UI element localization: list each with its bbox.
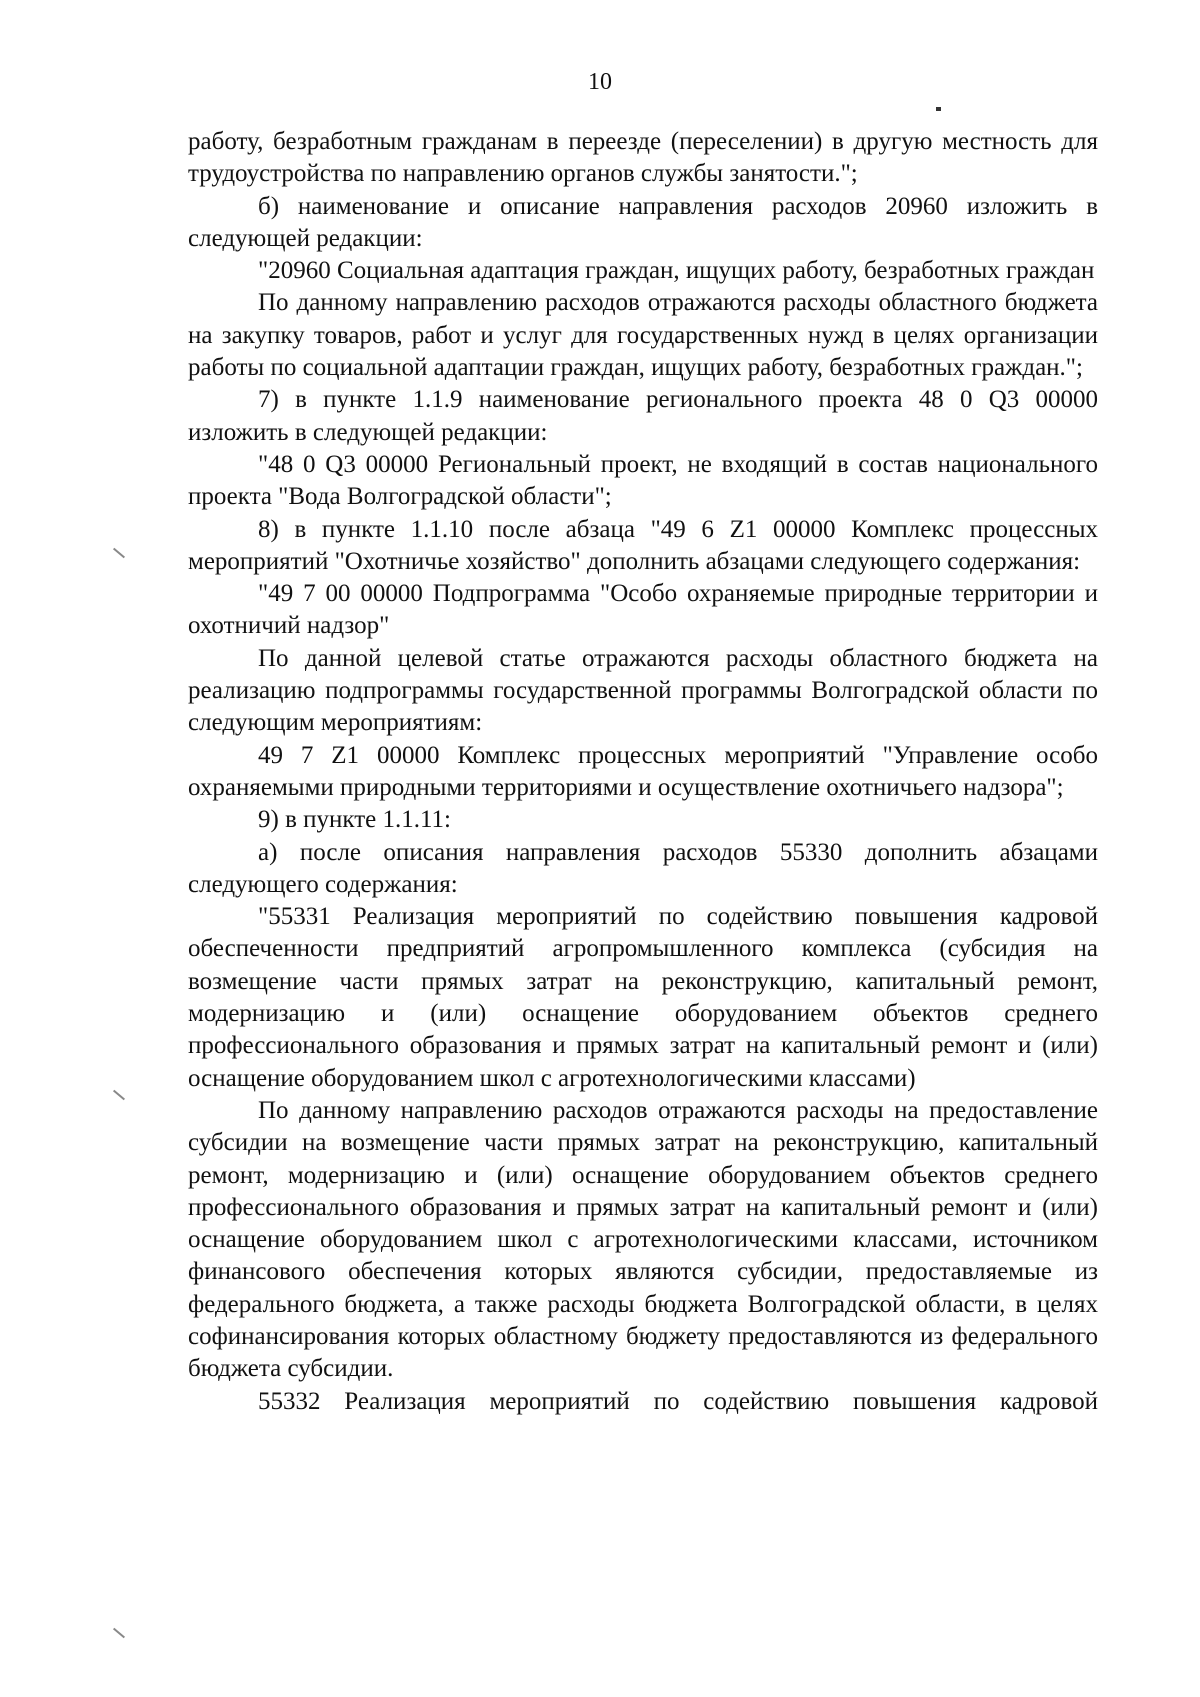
paragraph-item-b: б) наименование и описание направления расходов 20960 изложить в следующей редакции: xyxy=(188,192,1098,252)
paragraph-55331-description: По данному направлению расходов отражаются расходы на предоставление субсидии на возмещение части прямых затрат на реконструкцию, капитальный ремонт, модернизацию и (или) оснащение оборудованием объектов среднего профессионального образования и прямых затрат на капитальный ремонт и (или) оснащение оборудованием школ с агротехнологическими классами, источником финансового обеспечения которых являются субсидии, предоставляемые из федерального бюджета, а также расходы бюджета Волгоградской области, в целях софинансирования которых областному бюджету предоставляются из федерального бюджета субсидии. xyxy=(188,1096,1098,1383)
paragraph-49-7-subprogram: "49 7 00 00000 Подпрограмма "Особо охраняемые природные территории и охотничий надзор" xyxy=(188,580,1098,640)
paragraph-item-9: 9) в пункте 1.1.11: xyxy=(258,806,451,834)
paragraph-item-8: 8) в пункте 1.1.10 после абзаца "49 6 Z1 00000 Комплекс процессных мероприятий "Охотничье хозяйство" дополнить абзацами следующего содержания: xyxy=(188,515,1098,575)
margin-tick-mark xyxy=(113,548,125,559)
page-number: 10 xyxy=(588,69,612,95)
paragraph-item-7: 7) в пункте 1.1.9 наименование регионального проекта 48 0 Q3 00000 изложить в следующей редакции: xyxy=(188,386,1098,446)
paragraph-item-a: а) после описания направления расходов 55330 дополнить абзацами следующего содержания: xyxy=(188,838,1098,898)
paragraph-49-7-z1: 49 7 Z1 00000 Комплекс процессных мероприятий "Управление особо охраняемыми природными территориями и осуществление охотничьего надзора"; xyxy=(188,741,1098,801)
paragraph-20960-description: По данному направлению расходов отражаются расходы областного бюджета на закупку товаров, работ и услуг для государственных нужд в целях организации работы по социальной адаптации граждан, ищущих работу, безработных граждан."; xyxy=(188,289,1098,382)
scan-speck xyxy=(936,107,941,111)
paragraph-48-0-q3-title: "48 0 Q3 00000 Региональный проект, не входящий в состав национального проекта "Вода Волгоградской области"; xyxy=(188,450,1098,511)
document-body xyxy=(188,126,1098,1418)
margin-tick-mark xyxy=(113,1090,125,1101)
paragraph-20960-heading: "20960 Социальная адаптация граждан, ищущих работу, безработных граждан xyxy=(258,257,1095,285)
margin-tick-mark xyxy=(113,1628,125,1639)
paragraph-55331-heading: "55331 Реализация мероприятий по содействию повышения кадровой обеспеченности предприятий агропромышленного комплекса (субсидия на возмещение части прямых затрат на реконструкцию, капитальный ремонт, модернизацию и (или) оснащение оборудованием объектов среднего профессионального образования и прямых затрат на капитальный ремонт и (или) оснащение оборудованием школ с агротехнологическими классами) xyxy=(188,903,1098,1092)
paragraph-continuation: работу, безработным гражданам в переезде (переселении) в другую местность для трудоустройства по направлению органов службы занятости."; xyxy=(188,128,1098,188)
paragraph-49-7-description: По данной целевой статье отражаются расходы областного бюджета на реализацию подпрограммы государственной программы Волгоградской области по следующим мероприятиям: xyxy=(188,644,1098,737)
paragraph-55332-heading: 55332 Реализация мероприятий по содействию повышения кадровой xyxy=(258,1387,1098,1415)
